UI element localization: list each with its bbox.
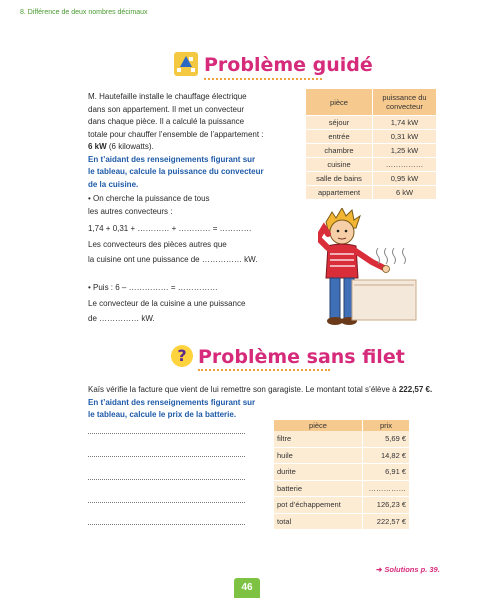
power-value: 6 kW [88,142,107,151]
table-row [274,447,409,464]
table-cell: séjour [306,116,373,130]
sans-filet-title-underline [198,369,330,371]
table-cell: total [274,513,363,530]
table-cell: 0,95 kW [373,172,437,186]
table-header-row [274,420,409,431]
answer-line[interactable] [88,433,245,434]
table-cell: 5,69 € [363,431,410,447]
step1-conclusion: Les convecteurs des pièces autres que [88,240,227,249]
boy-with-heater-illustration [318,208,428,333]
table-row [274,480,409,497]
breadcrumb: 8. Différence de deux nombres décimaux [20,9,148,16]
page-number: 46 [234,578,260,598]
intro-line: M. Hautefaille installe le chauffage électrique [88,92,247,101]
table-cell: durite [274,464,363,481]
table-cell: …………… [363,480,410,497]
table-header-cell: pièce [306,89,373,116]
table-row [306,158,437,172]
table-cell: 6,91 € [363,464,410,481]
table-header-cell: puissance du convecteur [373,89,437,116]
guide-title-underline [204,78,322,80]
sans-filet-title: Problème sans filet [198,346,405,368]
answer-line[interactable] [88,502,245,503]
table-row [306,186,437,200]
table-cell: salle de bains [306,172,373,186]
instruction-line: le tableau, calcule le prix de la batterie. [88,410,237,419]
statement-text: Kaïs vérifie la facture que vient de lui remettre son garagiste. Le montant total s’élève à [88,385,399,394]
answer-line[interactable] [88,479,245,480]
table-row [274,464,409,481]
table-cell: batterie [274,480,363,497]
step2-conclusion: Le convecteur de la cuisine a une puissance [88,299,246,308]
table-row [306,144,437,158]
step1-formula: 1,74 + 0,31 + ………… + ………… = ………… [88,224,252,233]
solutions-link[interactable] [376,565,440,574]
question-mark-icon: ? [171,345,193,367]
table-cell: appartement [306,186,373,200]
step2-formula: • Puis : 6 – …………… = …………… [88,283,218,292]
instruction-line: le tableau, calcule la puissance du convecteur [88,167,264,176]
intro-line: dans chaque pièce. Il a calculé la puissance [88,117,245,126]
table-header-cell: prix [363,420,410,431]
table-cell: …………… [373,158,437,172]
guide-intro [88,91,288,191]
answer-line[interactable] [88,456,245,457]
instruction-line: En t’aidant des renseignements figurant sur [88,397,256,407]
step1-text [88,193,298,218]
table-cell: chambre [306,144,373,158]
sans-filet-statement [88,384,468,422]
instruction-line: de la cuisine. [88,179,139,189]
table-row [306,172,437,186]
table-cell: 6 kW [373,186,437,200]
arrow-right-icon: ➜ [376,565,383,574]
solutions-label: Solutions p. 39. [384,565,440,574]
table-cell: filtre [274,431,363,447]
power-note: (6 kilowatts). [106,142,154,151]
table-row [306,116,437,130]
intro-line [88,141,288,154]
table-row [306,130,437,144]
table-cell: pot d’échappement [274,497,363,514]
statement-amount: 222,57 €. [398,385,433,394]
table-cell: 126,23 € [363,497,410,514]
step2-conclusion: de …………… kW. [88,314,155,323]
table-cell: cuisine [306,158,373,172]
answer-line[interactable] [88,524,245,525]
convector-table [305,88,437,200]
table-cell: 222,57 € [363,513,410,530]
puzzle-triangle-icon [174,52,198,76]
table-cell: 0,31 kW [373,130,437,144]
table-cell: 14,82 € [363,447,410,464]
guide-title: Problème guidé [204,54,373,76]
step1-line: les autres convecteurs : [88,206,173,216]
table-row [274,497,409,514]
table-cell: entrée [306,130,373,144]
table-row [274,431,409,447]
intro-line: dans son appartement. Il met un convecteur [88,104,245,114]
table-cell: huile [274,447,363,464]
table-row [274,513,409,530]
table-header-row [306,89,437,116]
step1-conclusion: la cuisine ont une puissance de …………… kW. [88,255,258,264]
step1-line: • On cherche la puissance de tous [88,194,210,203]
table-cell: 1,25 kW [373,144,437,158]
invoice-table [274,420,409,530]
intro-line: totale pour chauffer l’ensemble de l’appartement : [88,129,264,139]
table-header-cell: pièce [274,420,363,431]
instruction-line: En t’aidant des renseignements figurant sur [88,154,256,164]
table-cell: 1,74 kW [373,116,437,130]
